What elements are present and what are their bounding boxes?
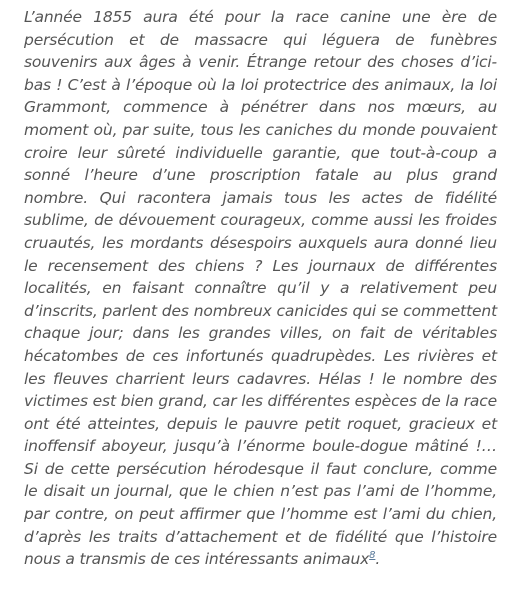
paragraph-end: . [375, 550, 381, 569]
body-paragraph [24, 6, 497, 571]
paragraph-text: L’année 1855 aura été pour la race canine une ère de persécution et de massacre qui léguera de funèbres souvenirs aux âges à venir. Étrange retour des choses d’ici-bas ! C’est à l’époque où la loi protectrice des animaux, la loi Grammont, commence à pénétrer dans nos mœurs, au moment où, par suite, tous les caniches du monde pouvaient croire leur sûreté individuelle garantie, que tout-à-coup a sonné l’heure d’une proscription fatale au plus grand nombre. Qui racontera jamais tous les actes de fidélité sublime, de dévouement courageux, comme aussi les froides cruautés, les mordants désespoirs auxquels aura donné lieu le recensement des chiens ? Les journaux de différentes localités, en faisant connaître qu’il y a relativement peu d’inscrits, parlent des nombreux canicides qui se commettent chaque jour; dans les grandes villes, on fait de véritables hécatombes de ces infortunés quadrupèdes. Les rivières et les fleuves charrient leurs cadavres. Hélas ! le nombre des victimes est bien grand, car les différentes espèces de la race ont été atteintes, depuis le pauvre petit roquet, gracieux et inoffensif aboyeur, jusqu’à l’énorme boule-dogue mâtiné !… Si de cette persécution hérodesque il faut conclure, comme le disait un journal, que le chien n’est pas l’ami de l’homme, par contre, on peut affirmer que l’homme est l’ami du chien, d’après les traits d’attachement et de fidélité que l’histoire nous a transmis de ces intéressants animaux [24, 8, 497, 569]
footnote-link[interactable]: 8 [369, 550, 376, 562]
